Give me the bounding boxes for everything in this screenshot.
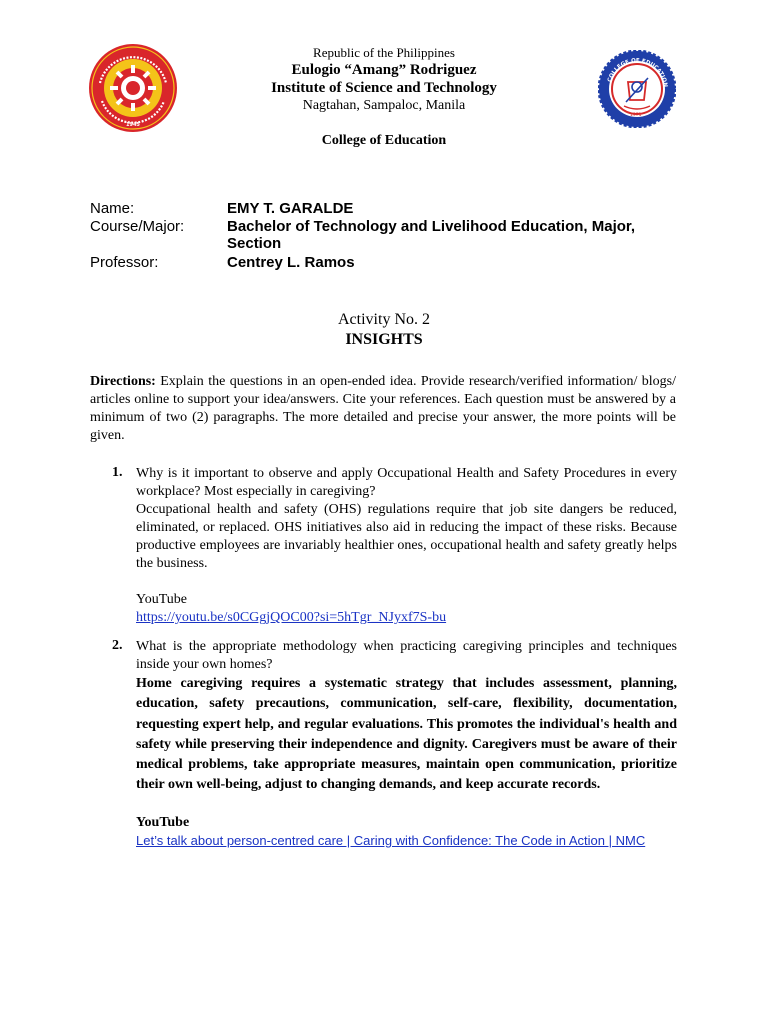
course-value-line2: Section bbox=[227, 235, 282, 252]
right-logo-year: 1971 bbox=[630, 113, 642, 118]
header-school-line1: Eulogio “Amang” Rodriguez bbox=[291, 62, 477, 78]
name-value: EMY T. GARALDE bbox=[227, 200, 354, 217]
question-2-block bbox=[136, 638, 677, 851]
question-2-text: What is the appropriate methodology when practicing caregiving principles and techniques inside your own homes? bbox=[136, 639, 677, 672]
professor-value: Centrey L. Ramos bbox=[227, 254, 355, 271]
question-1-number: 1. bbox=[112, 465, 123, 480]
header-republic: Republic of the Philippines bbox=[313, 45, 455, 60]
course-value bbox=[227, 218, 667, 252]
question-2-reference-label: YouTube bbox=[136, 814, 190, 830]
question-1-reference-link[interactable]: https://youtu.be/s0CGgjQOC00?si=5hTgr_NJyxf7S-bu bbox=[136, 610, 447, 625]
course-label: Course/Major: bbox=[90, 218, 185, 235]
activity-title: Activity No. 2 bbox=[338, 311, 430, 328]
left-logo-year: 1945 bbox=[126, 122, 140, 128]
question-2-answer: Home caregiving requires a systematic strategy that includes assessment, planning, education, safety precautions, communication, self-care, flexibility, documentation, requesting expert help, and regular evaluations. This promotes the individual's health and safety while preserving their independence and dignity. Caregivers must be aware of their medical problems, take appropriate measures, maintain open communication, prioritize their own well-being, adjust to changing demands, and keep accurate records. bbox=[136, 676, 677, 793]
directions-label: Directions: bbox=[90, 374, 156, 389]
question-2-number: 2. bbox=[112, 638, 123, 653]
activity-subtitle: INSIGHTS bbox=[345, 331, 423, 348]
directions-paragraph bbox=[90, 373, 676, 445]
course-value-line1: Bachelor of Technology and Livelihood Education, Major, bbox=[227, 218, 636, 235]
question-1-answer: Occupational health and safety (OHS) regulations require that job site dangers be reduced, eliminated, or replaced. OHS initiatives also aid in reducing the impact of these risks. Because productive employees are invariably healthier ones, occupational health and safety greatly helps the business. bbox=[136, 502, 677, 571]
name-label: Name: bbox=[90, 200, 135, 217]
professor-label: Professor: bbox=[90, 254, 159, 271]
directions-text: Explain the questions in an open-ended idea. Provide research/verified information/ blogs/ articles online to support your idea/answers. Cite your references. Each question must be answered by a minimum of two (2) paragraphs. The more detailed and precise your answer, the more points will be given. bbox=[90, 374, 676, 443]
question-1-text: Why is it important to observe and apply Occupational Health and Safety Procedures in every workplace? Most especially in caregiving? bbox=[136, 466, 677, 499]
question-1-reference-label: YouTube bbox=[136, 592, 187, 607]
header-school-line2: Institute of Science and Technology bbox=[271, 80, 497, 96]
question-1-block bbox=[136, 465, 677, 627]
header-college: College of Education bbox=[321, 133, 447, 148]
right-logo-ring-text: COLLEGE OF EDUCATION bbox=[606, 57, 668, 88]
header-address: Nagtahan, Sampaloc, Manila bbox=[302, 98, 466, 113]
question-2-reference-link[interactable]: Let’s talk about person-centred care | Caring with Confidence: The Code in Action | NMC bbox=[136, 832, 646, 848]
